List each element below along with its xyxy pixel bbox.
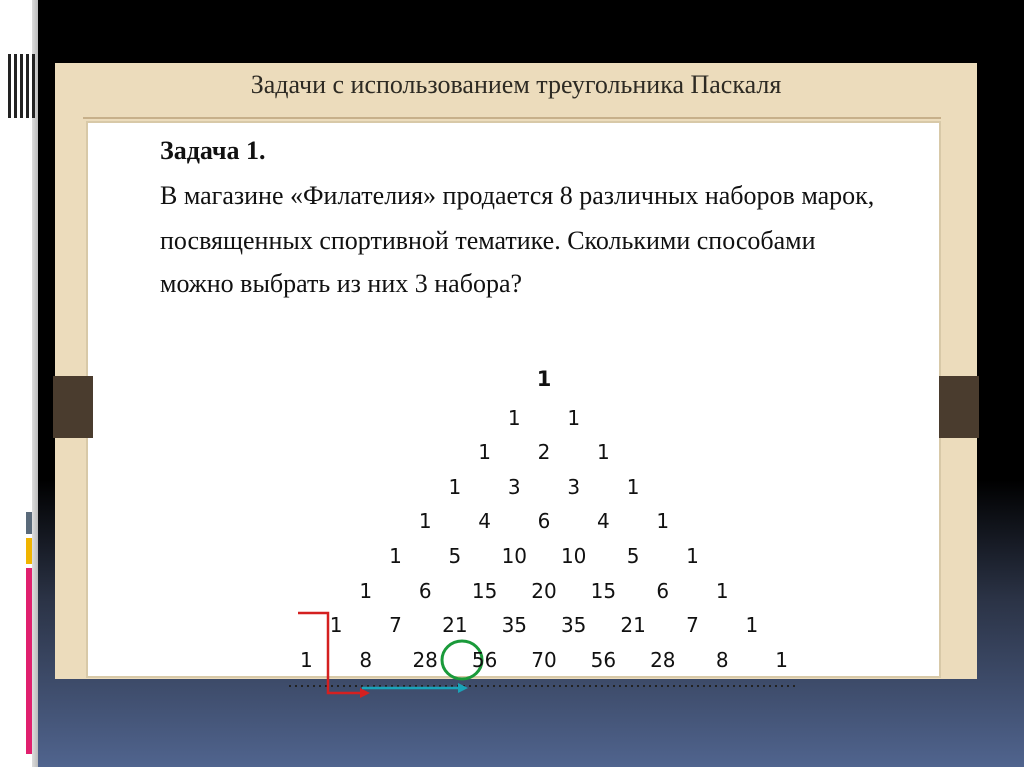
pascal-number-r4-c4: 1 bbox=[656, 509, 670, 534]
pascal-number-r4-c2: 6 bbox=[537, 509, 551, 534]
red-arrow-head-icon bbox=[360, 688, 370, 698]
pascal-number-r2-c2: 1 bbox=[597, 440, 610, 465]
pascal-number-r7-c4: 35 bbox=[560, 613, 587, 638]
pascal-number-r7-c5: 21 bbox=[620, 613, 646, 638]
pascal-number-r3-c2: 3 bbox=[567, 474, 581, 499]
pascal-number-r4-c0: 1 bbox=[418, 509, 432, 534]
pascal-number-r6-c4: 15 bbox=[590, 578, 617, 603]
pascal-number-r5-c0: 1 bbox=[389, 544, 402, 568]
pascal-number-r5-c3: 10 bbox=[560, 544, 587, 568]
pascal-number-r8-c0: 1 bbox=[300, 647, 313, 672]
pascal-number-r8-c1: 8 bbox=[359, 647, 373, 672]
accent-bar-yellow bbox=[26, 538, 32, 564]
pascal-number-r6-c3: 20 bbox=[531, 578, 557, 603]
pascal-number-r6-c6: 1 bbox=[715, 578, 729, 603]
pascal-number-r0-c0: 1 bbox=[536, 367, 552, 391]
accent-bar-gray bbox=[26, 512, 32, 534]
slide-title: Задачи с использованием треугольника Паскаля bbox=[250, 70, 782, 99]
pascal-number-r4-c1: 4 bbox=[478, 509, 491, 534]
pascal-number-r5-c4: 5 bbox=[626, 544, 640, 568]
pascal-number-r2-c0: 1 bbox=[478, 440, 491, 465]
pascal-triangle bbox=[278, 363, 821, 713]
pascal-number-r7-c1: 7 bbox=[389, 613, 402, 638]
accent-bar-pink bbox=[26, 568, 32, 754]
pascal-number-r6-c0: 1 bbox=[359, 578, 373, 603]
pascal-number-r3-c3: 1 bbox=[626, 474, 640, 499]
pascal-number-r2-c1: 2 bbox=[537, 440, 551, 465]
pascal-number-r7-c6: 7 bbox=[686, 613, 699, 638]
pascal-number-r7-c7: 1 bbox=[745, 613, 759, 638]
pascal-number-r1-c0: 1 bbox=[507, 405, 521, 430]
pascal-number-r8-c6: 28 bbox=[650, 647, 676, 672]
pascal-number-r8-c3: 56 bbox=[471, 647, 498, 672]
pascal-number-r3-c0: 1 bbox=[448, 474, 462, 499]
pascal-number-r5-c1: 5 bbox=[448, 544, 462, 568]
pascal-number-r6-c1: 6 bbox=[418, 578, 432, 603]
decorative-lines-icon bbox=[8, 52, 36, 120]
pascal-number-r5-c2: 10 bbox=[501, 544, 528, 568]
pascal-number-r8-c2: 28 bbox=[412, 647, 438, 672]
pascal-number-r8-c8: 1 bbox=[775, 647, 788, 672]
teal-arrow-head-icon bbox=[458, 683, 468, 693]
task-heading: Задача 1. bbox=[160, 136, 266, 165]
pascal-number-r4-c3: 4 bbox=[597, 509, 610, 534]
task-text-line-2: посвященных спортивной тематике. Сколькими способами bbox=[160, 226, 816, 255]
pascal-number-r7-c0: 1 bbox=[329, 613, 343, 638]
left-side-tab bbox=[53, 376, 93, 438]
content-panel bbox=[86, 121, 941, 678]
right-side-tab bbox=[939, 376, 979, 438]
pascal-number-r8-c5: 56 bbox=[590, 647, 617, 672]
pascal-number-r8-c7: 8 bbox=[715, 647, 729, 672]
task-text-line-1: В магазине «Филателия» продается 8 различных наборов марок, bbox=[160, 181, 875, 210]
pascal-number-r1-c1: 1 bbox=[567, 405, 581, 430]
pascal-number-r7-c2: 21 bbox=[442, 613, 468, 638]
pascal-number-r8-c4: 70 bbox=[531, 647, 557, 672]
pascal-number-r5-c5: 1 bbox=[686, 544, 699, 568]
task-text-line-3: можно выбрать из них 3 набора? bbox=[160, 269, 523, 298]
pascal-number-r3-c1: 3 bbox=[507, 474, 521, 499]
pascal-number-r7-c3: 35 bbox=[501, 613, 528, 638]
pascal-number-r6-c5: 6 bbox=[656, 578, 670, 603]
slide bbox=[55, 63, 977, 679]
title-divider bbox=[83, 117, 941, 119]
pascal-number-r6-c2: 15 bbox=[471, 578, 498, 603]
